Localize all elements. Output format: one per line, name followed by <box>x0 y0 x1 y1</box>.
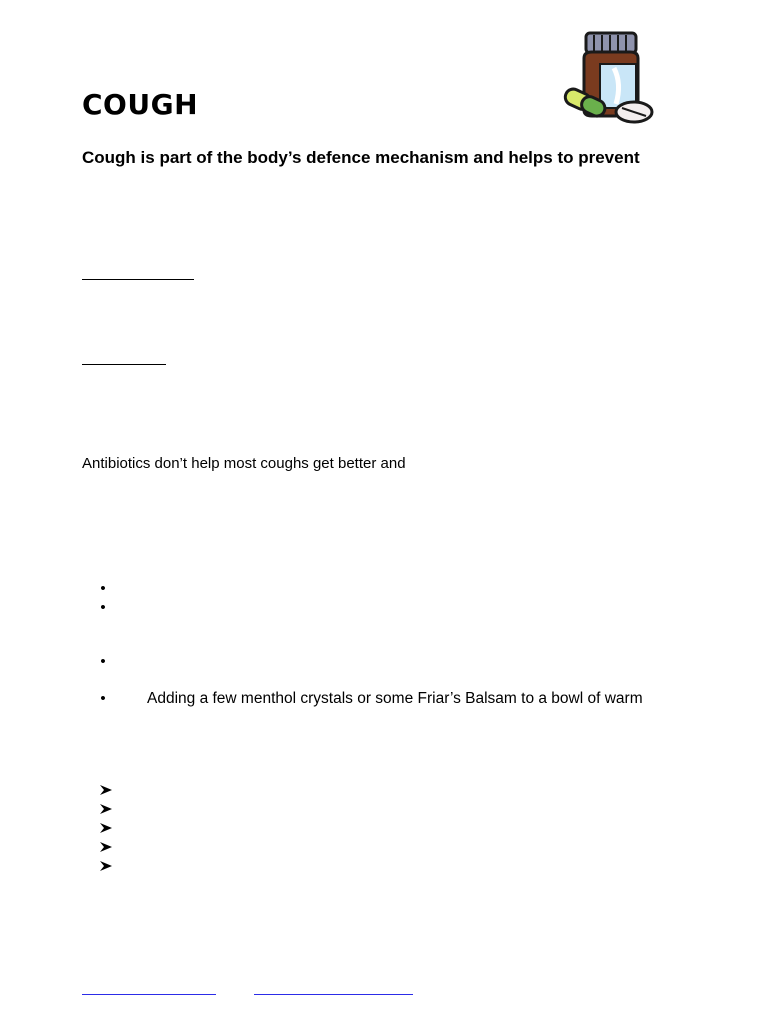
arrow-bullet-icon <box>99 859 113 871</box>
bullet-marker: • <box>100 599 106 616</box>
bullet-item-text: Adding a few menthol crystals or some Friar’s Balsam to a bowl of warm <box>147 690 643 707</box>
section-heading-underline <box>82 279 194 280</box>
hyperlink-underline[interactable] <box>254 994 413 995</box>
section-heading-underline <box>82 364 166 365</box>
intro-paragraph: Cough is part of the body’s defence mechanism and helps to prevent <box>82 148 640 167</box>
bullet-marker: • <box>100 580 106 597</box>
bullet-marker: • <box>100 653 106 670</box>
arrow-bullet-icon <box>99 821 113 833</box>
arrow-bullet-icon <box>99 802 113 814</box>
page-title: COUGH <box>82 88 199 121</box>
medicine-bottle-and-pills-icon <box>556 28 656 126</box>
arrow-bullet-icon <box>99 840 113 852</box>
arrow-bullet-icon <box>99 783 113 795</box>
bullet-marker: • <box>100 690 106 707</box>
hyperlink-underline[interactable] <box>82 994 216 995</box>
antibiotics-paragraph: Antibiotics don’t help most coughs get better and <box>82 455 406 472</box>
